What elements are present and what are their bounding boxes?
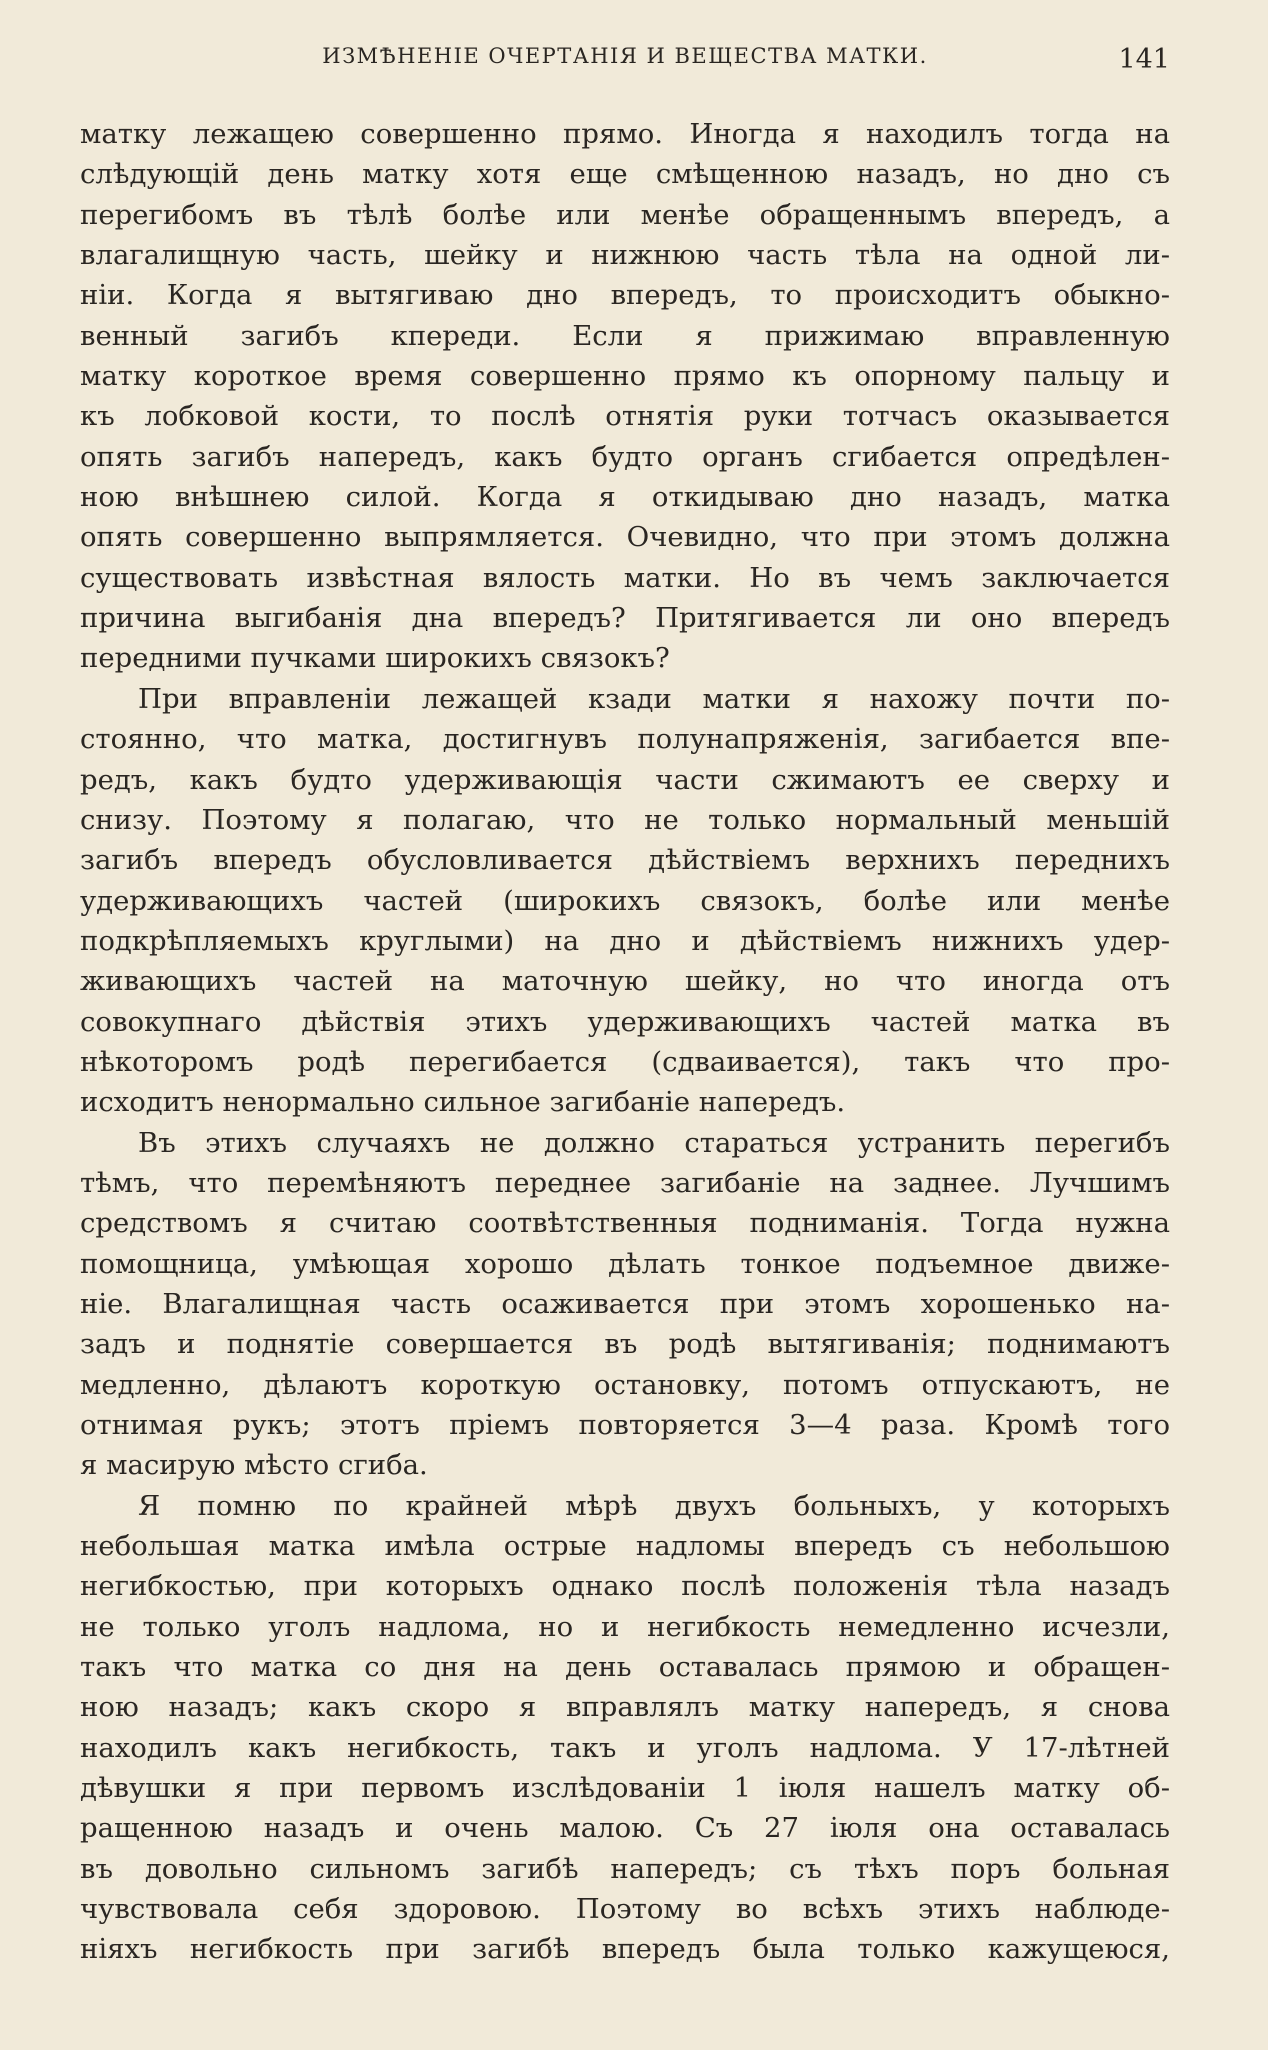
text-line: существовать извѣстная вялость матки. Но въ чемъ заключается <box>80 561 1170 594</box>
text-line: матку лежащею совершенно прямо. Иногда я находилъ тогда на <box>80 118 1170 150</box>
text-line: Я помню по крайней мѣрѣ двухъ больныхъ, у которыхъ <box>138 1489 1170 1522</box>
text-line: живающихъ частей на маточную шейку, но что иногда отъ <box>80 965 1170 998</box>
running-head-title: ИЗМѢНЕНІЕ ОЧЕРТАНІЯ И ВЕЩЕСТВА МАТКИ. <box>322 44 928 68</box>
text-line: стоянно, что матка, достигнувъ полунапряженія, загибается впе- <box>80 723 1170 756</box>
text-line: ною назадъ; какъ скоро я вправлялъ матку напередъ, я снова <box>80 1691 1170 1724</box>
text-line: въ довольно сильномъ загибѣ напередъ; съ тѣхъ поръ больная <box>80 1852 1170 1885</box>
text-line: къ лобковой кости, то послѣ отнятія руки тотчасъ оказывается <box>80 400 1170 433</box>
text-line: исходитъ ненормально сильное загибаніе напередъ. <box>80 1086 846 1119</box>
text-line: матку короткое время совершенно прямо къ опорному пальцу и <box>80 360 1170 393</box>
text-line: совокупнаго дѣйствія этихъ удерживающихъ частей матка въ <box>80 1005 1170 1038</box>
text-line: дѣвушки я при первомъ изслѣдованіи 1 іюля нашелъ матку об- <box>80 1772 1170 1805</box>
text-line: средствомъ я считаю соотвѣтственныя подниманія. Тогда нужна <box>80 1207 1170 1240</box>
text-line: передними пучками широкихъ связокъ? <box>80 642 670 675</box>
text-line: опять совершенно выпрямляется. Очевидно, что при этомъ должна <box>80 521 1170 554</box>
running-head <box>80 44 1170 84</box>
text-line: тѣмъ, что перемѣняютъ переднее загибаніе на заднее. Лучшимъ <box>80 1166 1170 1199</box>
text-line: отнимая рукъ; этотъ пріемъ повторяется 3—4 раза. Кромѣ того <box>80 1409 1170 1441</box>
text-line: причина выгибанія дна впередъ? Притягивается ли оно впередъ <box>80 602 1170 635</box>
text-line: помощница, умѣющая хорошо дѣлать тонкое подъемное движе- <box>80 1247 1170 1280</box>
text-line: подкрѣпляемыхъ круглыми) на дно и дѣйствіемъ нижнихъ удер- <box>80 924 1170 957</box>
text-line: опять загибъ напередъ, какъ будто органъ сгибается опредѣлен- <box>80 440 1170 473</box>
text-line: медленно, дѣлаютъ короткую остановку, потомъ отпускаютъ, не <box>80 1368 1170 1401</box>
body-text <box>80 114 1170 1970</box>
text-line: Въ этихъ случаяхъ не должно стараться устранить перегибъ <box>138 1126 1170 1159</box>
text-line: влагалищную часть, шейку и нижнюю часть тѣла на одной ли- <box>80 239 1170 272</box>
text-line: небольшая матка имѣла острые надломы впередъ съ небольшою <box>80 1530 1170 1563</box>
text-line: не только уголъ надлома, но и негибкость немедленно исчезли, <box>80 1610 1170 1643</box>
text-line: перегибомъ въ тѣлѣ болѣе или менѣе обращеннымъ впередъ, а <box>80 198 1170 231</box>
text-line: нѣкоторомъ родѣ перегибается (сдваивается), такъ что про- <box>80 1045 1170 1078</box>
text-line: негибкостью, при которыхъ однако послѣ положенія тѣла назадъ <box>80 1570 1170 1603</box>
text-line: такъ что матка со дня на день оставалась прямою и обращен- <box>80 1651 1170 1684</box>
text-line: находилъ какъ негибкость, такъ и уголъ надлома. У 17-лѣтней <box>80 1731 1170 1764</box>
text-line: ною внѣшнею силой. Когда я откидываю дно назадъ, матка <box>80 481 1170 514</box>
text-line: слѣдующій день матку хотя еще смѣщенною назадъ, но дно съ <box>80 158 1170 191</box>
text-line: ращенною назадъ и очень малою. Съ 27 іюля она оставалась <box>80 1812 1170 1845</box>
text-line: загибъ впередъ обусловливается дѣйствіемъ верхнихъ переднихъ <box>80 844 1170 877</box>
text-line: я масирую мѣсто сгиба. <box>80 1449 428 1482</box>
text-line: венный загибъ кпереди. Если я прижимаю вправленную <box>80 319 1170 352</box>
page-number: 141 <box>1118 44 1170 75</box>
text-line: ніяхъ негибкость при загибѣ впередъ была только кажущеюся, <box>80 1933 1170 1966</box>
text-line: редъ, какъ будто удерживающія части сжимаютъ ее сверху и <box>80 763 1170 796</box>
text-line: снизу. Поэтому я полагаю, что не только нормальный меньшій <box>80 803 1170 836</box>
text-line: При вправленіи лежащей кзади матки я нахожу почти по- <box>138 682 1170 715</box>
text-line: задъ и поднятіе совершается въ родѣ вытягиванія; поднимаютъ <box>80 1328 1170 1361</box>
text-line: ніи. Когда я вытягиваю дно впередъ, то происходитъ обыкно- <box>80 279 1170 312</box>
text-line: чувствовала себя здоровою. Поэтому во всѣхъ этихъ наблюде- <box>80 1893 1170 1926</box>
text-line: ніе. Влагалищная часть осаживается при этомъ хорошенько на- <box>80 1287 1170 1320</box>
text-line: удерживающихъ частей (широкихъ связокъ, болѣе или менѣе <box>80 884 1170 917</box>
